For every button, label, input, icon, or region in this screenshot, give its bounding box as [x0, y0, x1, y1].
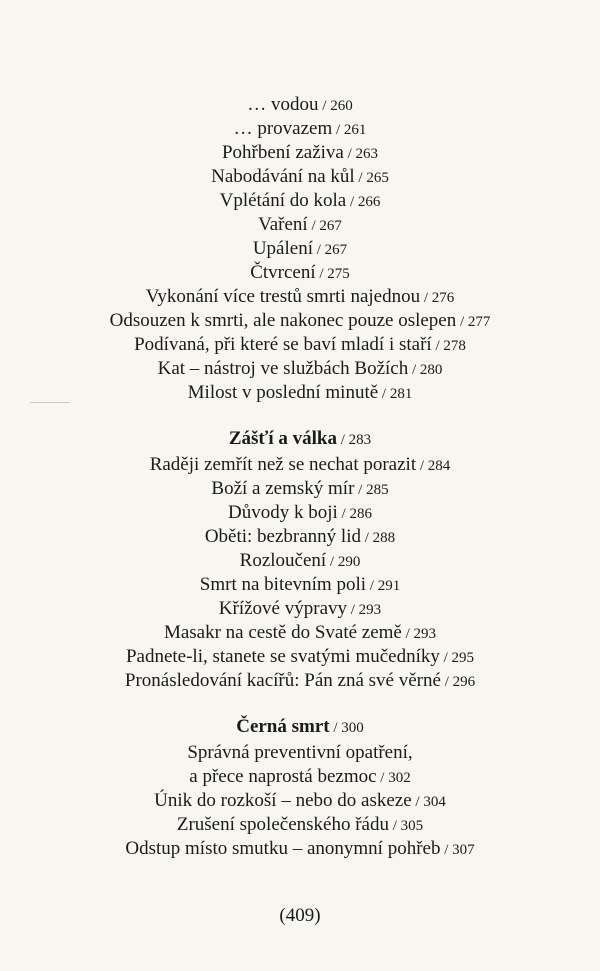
- toc-entry-page: / 267: [312, 242, 348, 258]
- toc-entry-title: Boží a zemský mír: [211, 478, 355, 499]
- toc-entry-title: Masakr na cestě do Svaté země: [163, 622, 402, 643]
- toc-entry-title: Vykonání více trestů smrti najednou: [145, 286, 421, 307]
- toc-entry-page: / 291: [366, 578, 401, 594]
- toc-entry: [0, 309, 600, 333]
- toc-entry: [0, 477, 600, 501]
- toc-entry-title: Podívaná, při které se baví mladí i staří: [134, 334, 432, 355]
- toc-entry: [0, 285, 600, 309]
- toc-entry-title: Vplétání do kola: [219, 190, 347, 211]
- toc-entry-page: / 285: [354, 482, 389, 498]
- toc-entry-page: / 293: [347, 602, 382, 618]
- toc-entry: [0, 261, 600, 285]
- toc-entry: [0, 213, 600, 237]
- toc-entry-title: Raději zemřít než se nechat porazit: [149, 454, 417, 475]
- toc-entry-title: Čtvrcení: [250, 262, 316, 283]
- page-number: (409): [279, 905, 321, 926]
- toc-entry: [0, 669, 600, 693]
- toc-entry: [0, 789, 600, 813]
- toc-section: [0, 715, 600, 861]
- toc-entry-page: / 302: [376, 770, 411, 786]
- toc-entry-page: / 305: [388, 818, 424, 834]
- section-heading: [0, 715, 600, 741]
- toc-entry-title: … provazem: [233, 118, 333, 139]
- toc-entry-page: / 307: [440, 842, 475, 858]
- toc-entry-title: Vaření: [258, 214, 308, 235]
- toc-entry: [0, 117, 600, 141]
- toc-entry: [0, 333, 600, 357]
- toc-entry-title: Správná preventivní opatření,: [187, 742, 413, 763]
- toc-entry-title: Pohřbení zaživa: [221, 142, 344, 163]
- toc-entry-page: / 263: [343, 146, 379, 162]
- toc-entry: [0, 813, 600, 837]
- toc-entry: [0, 381, 600, 405]
- toc-entry: [0, 501, 600, 525]
- scan-mark: [30, 402, 70, 403]
- toc-entry-title: Oběti: bezbranný lid: [204, 526, 361, 547]
- toc-entry: [0, 621, 600, 645]
- toc-entry-page: / 267: [307, 218, 342, 234]
- toc-entry: [0, 573, 600, 597]
- section-heading: [0, 427, 600, 453]
- toc-entry-title: Upálení: [252, 238, 313, 259]
- toc-entry-title: Nabodávání na kůl: [211, 166, 355, 187]
- toc-entry-page: / 275: [315, 266, 350, 282]
- toc-entry-title: Smrt na bitevním poli: [199, 574, 367, 595]
- section-heading-title: Černá smrt: [236, 716, 330, 737]
- toc-entry-title: Křížové výpravy: [218, 598, 348, 619]
- toc-entry: [0, 237, 600, 261]
- section-heading-page: / 283: [336, 432, 372, 448]
- section-heading-title: Zášťí a válka: [228, 428, 337, 449]
- toc-entry-page: / 284: [416, 458, 451, 474]
- toc-entry-title: Pronásledování kacířů: Pán zná své věrné: [124, 670, 441, 691]
- toc-entry: [0, 765, 600, 789]
- toc-entry-title: Rozloučení: [239, 550, 327, 571]
- toc-entry: [0, 165, 600, 189]
- toc-entry-title: Kat – nástroj ve službách Božích: [157, 358, 409, 379]
- toc-entry-page: / 286: [337, 506, 372, 522]
- toc-entry-title: Padnete-li, stanete se svatými mučedníky: [125, 646, 440, 667]
- toc-entry: [0, 549, 600, 573]
- toc-entry-title: Únik do rozkoší – nebo do askeze: [154, 790, 412, 811]
- toc-entry: [0, 453, 600, 477]
- toc-entry-title: Zrušení společenského řádu: [176, 814, 389, 835]
- toc-entry: [0, 357, 600, 381]
- toc-entry-title: Odstup místo smutku – anonymní pohřeb: [125, 838, 441, 859]
- toc-entry-title: a přece naprostá bezmoc: [189, 766, 377, 787]
- toc-entry: [0, 837, 600, 861]
- table-of-contents: [0, 93, 600, 861]
- toc-entry-page: / 277: [456, 314, 491, 330]
- toc-entry-page: / 266: [346, 194, 381, 210]
- toc-entry-title: … vodou: [247, 94, 319, 115]
- toc-entry: [0, 645, 600, 669]
- toc-entry-page: / 276: [420, 290, 455, 306]
- toc-entry: [0, 741, 600, 765]
- toc-entry-page: / 260: [318, 98, 353, 114]
- toc-entry-page: / 280: [408, 362, 443, 378]
- toc-entry-title: Důvody k boji: [228, 502, 338, 523]
- toc-section: [0, 427, 600, 693]
- toc-entry-page: / 281: [378, 386, 413, 402]
- toc-section: [0, 93, 600, 405]
- toc-entry-page: / 296: [440, 674, 476, 690]
- toc-entry-page: / 295: [439, 650, 475, 666]
- toc-entry: [0, 597, 600, 621]
- toc-entry-page: / 304: [411, 794, 446, 810]
- toc-entry-page: / 261: [332, 122, 367, 138]
- toc-entry-page: / 288: [361, 530, 396, 546]
- toc-entry: [0, 93, 600, 117]
- toc-entry-page: / 293: [401, 626, 437, 642]
- toc-entry: [0, 189, 600, 213]
- toc-entry-page: / 278: [431, 338, 466, 354]
- toc-entry-page: / 265: [354, 170, 389, 186]
- toc-entry: [0, 141, 600, 165]
- toc-entry: [0, 525, 600, 549]
- toc-entry-title: Milost v poslední minutě: [187, 382, 379, 403]
- toc-entry-page: / 290: [326, 554, 361, 570]
- section-heading-page: / 300: [329, 720, 364, 736]
- toc-entry-title: Odsouzen k smrti, ale nakonec pouze oslepen: [109, 310, 457, 331]
